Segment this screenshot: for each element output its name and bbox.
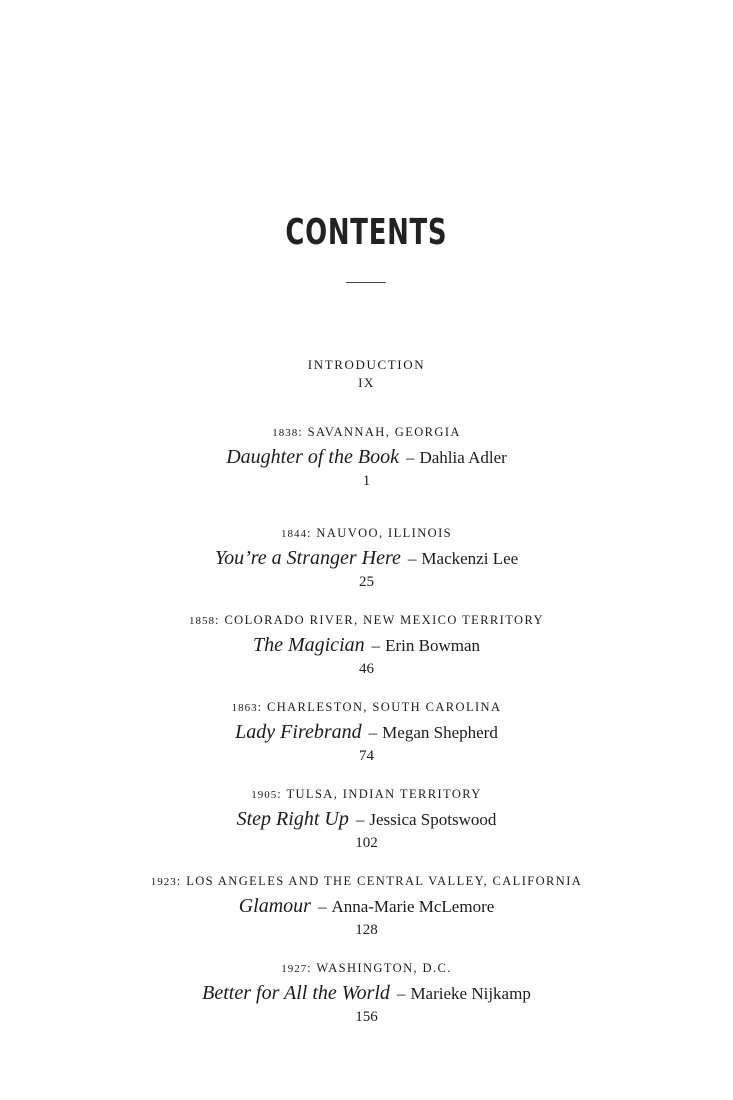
entry-place: NAUVOO, ILLINOIS xyxy=(316,526,452,540)
entry-story-line xyxy=(0,717,733,747)
entry-author: Megan Shepherd xyxy=(382,723,498,742)
introduction-page-number: IX xyxy=(358,375,375,390)
entry-title[interactable]: You’re a Stranger Here xyxy=(214,547,401,569)
entry-story-line xyxy=(0,978,733,1008)
toc-entry[interactable] xyxy=(0,523,733,593)
toc-entry[interactable] xyxy=(0,697,733,767)
entry-story-line xyxy=(0,543,733,573)
entry-year: 1923 xyxy=(150,876,177,888)
title-divider xyxy=(346,282,386,283)
entry-dash: – xyxy=(405,448,415,467)
entry-page-number: 102 xyxy=(355,835,378,851)
entry-author: Erin Bowman xyxy=(385,636,481,655)
entry-year: 1927 xyxy=(281,963,308,975)
entry-setting: 1923: LOS ANGELES AND THE CENTRAL VALLEY, CALIFORNIA xyxy=(150,874,583,888)
entry-page-number: 128 xyxy=(355,922,378,938)
entry-setting: 1905: TULSA, INDIAN TERRITORY xyxy=(251,787,482,801)
entry-dash: – xyxy=(371,636,381,655)
entry-dash: – xyxy=(407,549,417,568)
entry-title[interactable]: Step Right Up xyxy=(236,808,349,830)
entry-place: CHARLESTON, SOUTH CAROLINA xyxy=(266,700,502,714)
page-title: CONTENTS xyxy=(285,212,448,253)
entry-setting: 1863: CHARLESTON, SOUTH CAROLINA xyxy=(231,700,502,714)
entry-place: LOS ANGELES AND THE CENTRAL VALLEY, CALIFORNIA xyxy=(186,874,583,888)
entry-page-number: 1 xyxy=(362,473,371,489)
entry-setting: 1927: WASHINGTON, D.C. xyxy=(281,961,452,975)
toc-entry[interactable] xyxy=(0,610,733,680)
entry-page-number: 74 xyxy=(359,748,374,764)
entry-author: Anna-Marie McLemore xyxy=(331,897,495,916)
entry-title[interactable]: Daughter of the Book xyxy=(226,446,399,468)
entry-setting: 1858: COLORADO RIVER, NEW MEXICO TERRITORY xyxy=(189,613,544,627)
entry-story-line xyxy=(0,630,733,660)
toc-entry[interactable] xyxy=(0,784,733,854)
entry-dash: – xyxy=(355,810,365,829)
toc-entry[interactable] xyxy=(0,422,733,492)
entry-place: TULSA, INDIAN TERRITORY xyxy=(286,787,482,801)
entry-author: Marieke Nijkamp xyxy=(410,984,531,1003)
toc-entry[interactable] xyxy=(0,871,733,941)
entry-story-line xyxy=(0,804,733,834)
entry-setting: 1844: NAUVOO, ILLINOIS xyxy=(281,526,452,540)
entry-dash: – xyxy=(317,897,327,916)
entry-page-number: 25 xyxy=(359,574,374,590)
contents-list xyxy=(0,356,733,1028)
entry-year: 1905 xyxy=(251,789,278,801)
entry-year: 1838 xyxy=(272,427,299,439)
entry-author: Mackenzi Lee xyxy=(421,549,519,568)
entry-story-line xyxy=(0,442,733,472)
entry-year: 1844 xyxy=(281,528,307,540)
entry-story-line xyxy=(0,891,733,921)
entry-dash: – xyxy=(368,723,378,742)
entry-year: 1863 xyxy=(231,702,258,714)
entry-year: 1858 xyxy=(189,615,216,627)
entry-author: Jessica Spotswood xyxy=(369,810,497,829)
entry-dash: – xyxy=(396,984,406,1003)
entry-setting: 1838: SAVANNAH, GEORGIA xyxy=(272,425,461,439)
entry-title[interactable]: The Magician xyxy=(252,634,365,656)
entry-place: COLORADO RIVER, NEW MEXICO TERRITORY xyxy=(224,613,544,627)
introduction-link[interactable]: INTRODUCTION xyxy=(307,357,426,372)
entry-author: Dahlia Adler xyxy=(419,448,507,467)
entry-page-number: 46 xyxy=(359,661,374,677)
entry-place: SAVANNAH, GEORGIA xyxy=(307,425,461,439)
entry-title[interactable]: Better for All the World xyxy=(202,982,390,1004)
entry-title[interactable]: Glamour xyxy=(238,895,311,917)
toc-entry[interactable] xyxy=(0,958,733,1028)
entry-title[interactable]: Lady Firebrand xyxy=(235,721,362,743)
entry-place: WASHINGTON, D.C. xyxy=(316,961,452,975)
entry-page-number: 156 xyxy=(355,1009,378,1025)
